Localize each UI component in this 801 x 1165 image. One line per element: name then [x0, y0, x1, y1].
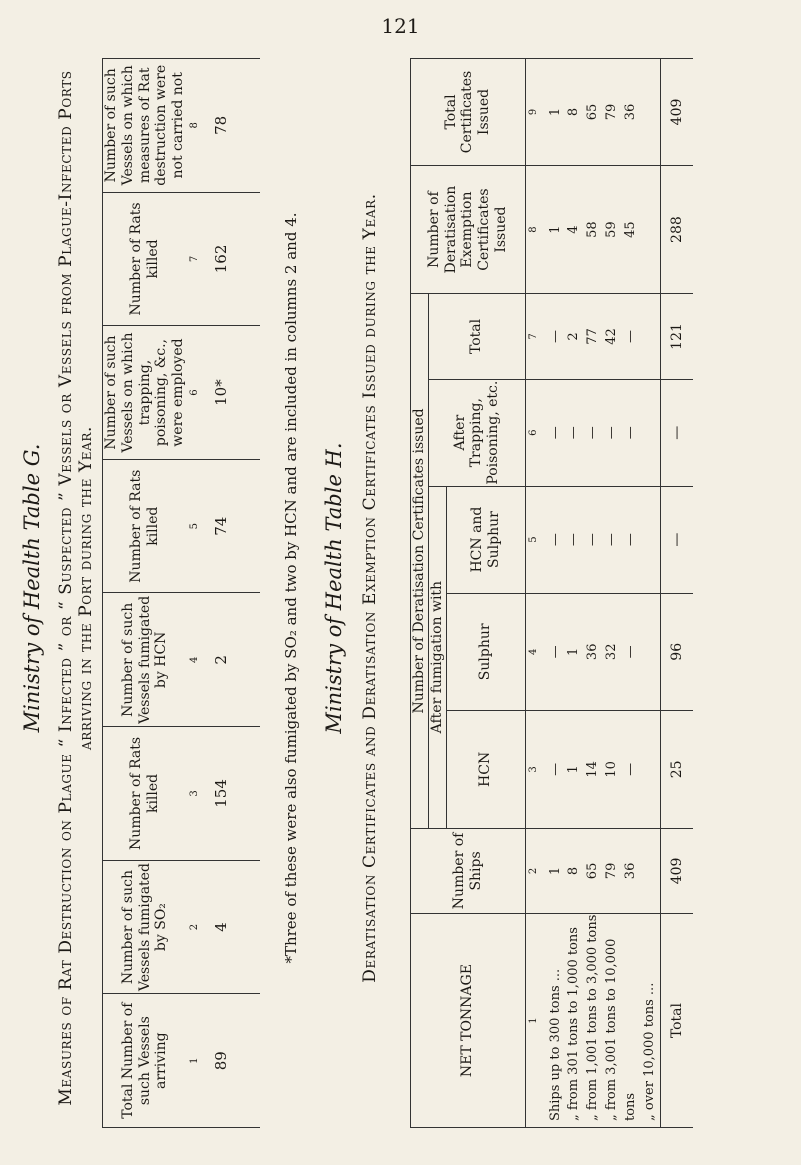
total-value: — — [547, 329, 563, 343]
total-value: 77 — [585, 328, 601, 345]
trapping-value: — — [585, 426, 601, 440]
hcn-value: 10 — [604, 761, 620, 778]
ships-value: 65 — [585, 862, 601, 880]
header-after-trapping: After Trapping, Poisoning, etc. — [428, 379, 525, 486]
column-number: 9 — [525, 59, 541, 166]
total-trapping: — — [660, 379, 693, 486]
column-number: 7 — [525, 294, 541, 380]
header-net-tonnage: NET TONNAGE — [411, 914, 526, 1128]
total-hcn: 25 — [660, 711, 693, 829]
hcn-sulphur-value: — — [585, 533, 601, 547]
sulphur-value: — — [547, 645, 563, 659]
column-number: 8 — [187, 59, 202, 193]
hcn-value: — — [547, 762, 563, 776]
table-g-value: 162 — [202, 192, 260, 326]
column-number: 1 — [187, 994, 202, 1128]
total-certificates-list — [541, 59, 661, 166]
ships-value: 79 — [604, 862, 620, 880]
total-certificates: 409 — [660, 59, 693, 166]
total-certificates-value: 8 — [566, 107, 582, 117]
exemption-list — [541, 165, 661, 293]
table-g-header: Number of such Vessels fumigated by HCN — [103, 593, 187, 727]
header-total-certificates: Total Certificates Issued — [411, 59, 526, 166]
table-g-footnote: *Three of these were also fumigated by SO₂ and two by HCN and are included in columns 2 and 4. — [282, 212, 300, 964]
tonnage-list — [541, 914, 661, 1128]
total-total: 121 — [660, 294, 693, 380]
tonnage-label: Ships up to 300 tons ... — [547, 968, 563, 1121]
column-number: 4 — [525, 593, 541, 711]
table-g-caption: Ministry of Health Table G. — [20, 443, 44, 733]
table-g-header: Number of such Vessels fumigated by SO₂ — [103, 860, 187, 994]
column-number: 5 — [187, 459, 202, 593]
hcn-value: 1 — [566, 765, 582, 774]
hcn-value: — — [622, 762, 638, 776]
header-hcn: HCN — [446, 711, 525, 829]
table-g-header-row — [103, 59, 187, 1128]
table-h-column-number-row — [525, 59, 541, 1128]
total-list — [541, 294, 661, 380]
column-number: 7 — [187, 192, 202, 326]
table-g-value: 154 — [202, 727, 260, 861]
table-g-column-number-row — [187, 59, 202, 1128]
table-g-header: Number of Rats killed — [103, 727, 187, 861]
hcn-sulphur-value: — — [604, 533, 620, 547]
table-g — [102, 58, 260, 1128]
table-h-body — [541, 59, 661, 1128]
table-g-value: 89 — [202, 994, 260, 1128]
sulphur-value: 1 — [566, 647, 582, 656]
header-exemption: Number of Deratisation Exemption Certificates Issued — [411, 165, 526, 293]
column-number: 6 — [525, 379, 541, 486]
sulphur-value: — — [622, 645, 638, 659]
exemption-value: 45 — [622, 221, 638, 238]
table-g-value: 2 — [202, 593, 260, 727]
header-sulphur: Sulphur — [446, 593, 525, 711]
header-total: Total — [428, 294, 525, 380]
table-h-total-row — [660, 59, 693, 1128]
hcn-list — [541, 711, 661, 829]
tonnage-label: „ from 301 tons to 1,000 tons — [566, 927, 582, 1121]
column-number: 2 — [525, 828, 541, 914]
trapping-value: — — [566, 426, 582, 440]
total-certificates-value: 1 — [547, 107, 563, 117]
table-g-header: Total Number of such Vessels arriving — [103, 994, 187, 1128]
column-number: 3 — [187, 727, 202, 861]
trapping-value: — — [604, 426, 620, 440]
header-fumigation-subgroup: After fumigation with — [428, 486, 446, 828]
tonnage-label: „ from 3,001 tons to 10,000 tons — [604, 938, 638, 1121]
total-certificates-value: 79 — [604, 103, 620, 121]
table-g-header: Number of such Vessels on which trapping, poisoning, &c., were employed — [103, 326, 187, 460]
total-certificates-value: 65 — [585, 103, 601, 121]
hcn-value: 14 — [585, 761, 601, 778]
column-number: 3 — [525, 711, 541, 829]
trapping-list — [541, 379, 661, 486]
tonnage-label: „ from 1,001 tons to 3,000 tons — [585, 914, 601, 1121]
total-ships: 409 — [660, 828, 693, 914]
total-value: 42 — [604, 328, 620, 345]
header-number-of-ships: Number of Ships — [411, 828, 526, 914]
column-number: 2 — [187, 860, 202, 994]
table-g-value-row — [202, 59, 260, 1128]
exemption-value: 4 — [566, 225, 582, 234]
table-h-title: Deratisation Certificates and Deratisation Exemption Certificates Issued during the Year. — [360, 193, 380, 983]
hcn-sulphur-value: — — [622, 533, 638, 547]
exemption-value: 59 — [604, 221, 620, 238]
column-number: 5 — [525, 486, 541, 593]
header-hcn-and-sulphur: HCN and Sulphur — [446, 486, 525, 593]
table-g-title: Measures of Rat Destruction on Plague “ Infected ” or “ Suspected ” Vessels or Vessels from Plague-Infected Ports arriving in the Port during the Year. — [56, 70, 96, 1106]
table-g-value: 78 — [202, 59, 260, 193]
page-number: 121 — [381, 14, 420, 38]
tonnage-label: „ over 10,000 tons ... — [641, 982, 657, 1121]
total-sulphur: 96 — [660, 593, 693, 711]
table-g-header: Number of such Vessels on which measures of Rat destruction were not carried not — [103, 59, 187, 193]
hcn-sulphur-value: — — [566, 533, 582, 547]
table-g-header: Number of Rats killed — [103, 192, 187, 326]
total-label: Total — [660, 914, 693, 1128]
header-deratisation-group: Number of Deratisation Certificates issued — [411, 294, 429, 828]
sulphur-list — [541, 593, 661, 711]
total-exemption: 288 — [660, 165, 693, 293]
table-g-value: 10* — [202, 326, 260, 460]
ships-value: 36 — [622, 862, 638, 880]
sulphur-value: 32 — [604, 643, 620, 661]
column-number: 6 — [187, 326, 202, 460]
exemption-value: 58 — [585, 221, 601, 238]
table-h — [410, 58, 693, 1128]
total-value: — — [622, 329, 638, 343]
ships-value: 8 — [566, 866, 582, 876]
total-certificates-value: 36 — [622, 103, 638, 121]
rotated-page-content — [20, 48, 780, 1128]
exemption-value: 1 — [547, 225, 563, 234]
column-number: 8 — [525, 165, 541, 293]
hcn-sulphur-list — [541, 486, 661, 593]
hcn-sulphur-value: — — [547, 533, 563, 547]
column-number: 1 — [525, 914, 541, 1128]
table-g-value: 74 — [202, 459, 260, 593]
table-g-value: 4 — [202, 860, 260, 994]
table-h-caption: Ministry of Health Table H. — [322, 442, 346, 734]
total-hcn-sulphur: — — [660, 486, 693, 593]
trapping-value: — — [622, 426, 638, 440]
ships-list — [541, 828, 661, 914]
column-number: 4 — [187, 593, 202, 727]
total-value: 2 — [566, 332, 582, 341]
sulphur-value: 36 — [585, 643, 601, 661]
trapping-value: — — [547, 426, 563, 440]
table-g-header: Number of Rats killed — [103, 459, 187, 593]
ships-value: 1 — [547, 866, 563, 876]
table-h-header-row-1 — [411, 59, 429, 1128]
